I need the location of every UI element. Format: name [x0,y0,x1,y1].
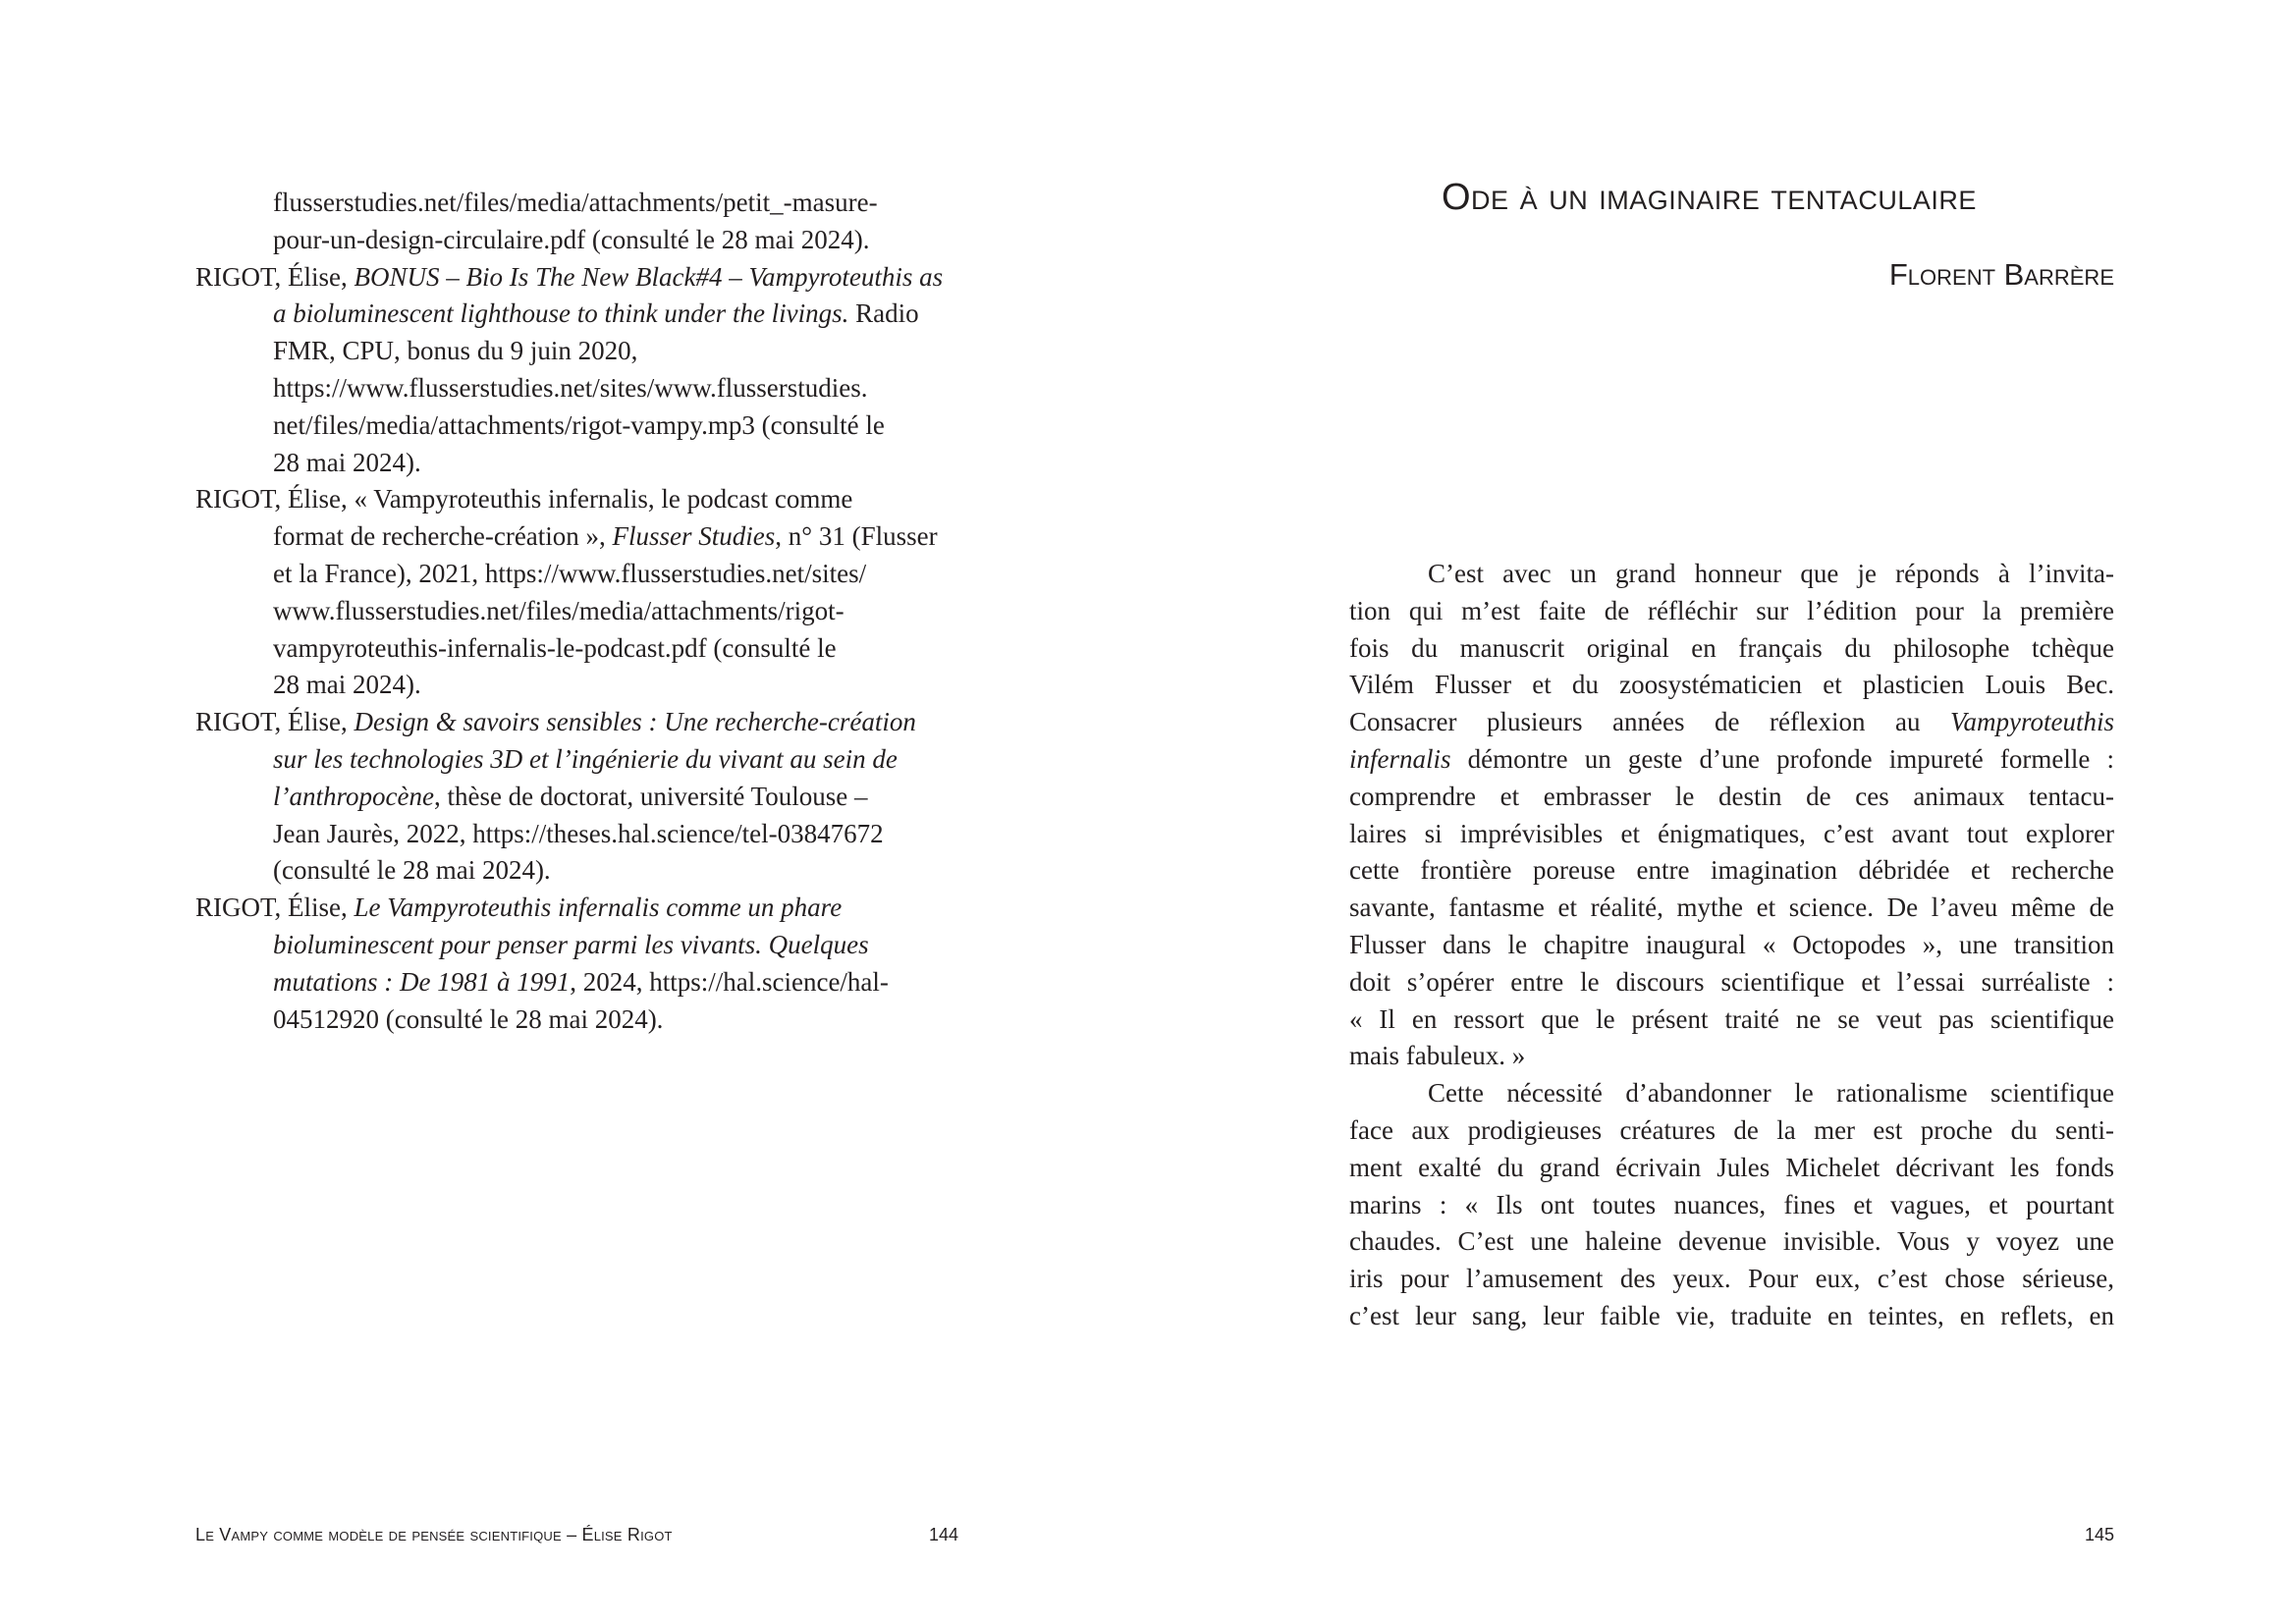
text-line [195,927,981,964]
text-run: face aux prodigieuses créatures de la mer est proche du senti- [1349,1114,2114,1145]
text-line [1349,779,2114,816]
text-run: flusserstudies.net/files/media/attachments/petit_-masure- [273,188,878,217]
bibliography-entry [195,185,981,259]
text-run: RIGOT, Élise, [195,261,354,292]
text-run: RIGOT, Élise, « Vampyroteuthis infernalis, le podcast comme [195,484,853,514]
text-run: Jean Jaurès, 2022, https://theses.hal.science/tel-03847672 [273,818,884,848]
italic-text-run: Design & savoirs sensibles : Une recherche-création [354,707,916,737]
text-line [195,185,981,222]
text-line [195,890,981,927]
text-line [1349,1112,2114,1150]
text-run: , n° 31 (Flusser [775,521,938,552]
text-run: https://www.flusserstudies.net/sites/www.flusserstudies. [273,372,868,403]
text-run: (consulté le 28 mai 2024). [273,855,551,886]
bibliography-entry [195,481,981,704]
text-line [195,816,981,853]
text-run: savante, fantasme et réalité, mythe et science. De l’aveu même de [1349,893,2114,923]
text-run: www.flusserstudies.net/files/media/attachments/rigot- [273,595,845,625]
bibliography-entry [195,704,981,890]
text-run: fois du manuscrit original en français du philosophe tchèque [1349,632,2114,663]
text-run: , 2024, https://hal.science/hal- [570,966,889,997]
text-line [195,222,981,259]
bibliography-list [195,185,981,1038]
text-line [195,259,981,297]
text-line [195,964,981,1001]
text-run: , thèse de doctorat, université Toulouse – [433,781,868,811]
text-line [195,779,981,816]
text-run: mais fabuleux. » [1349,1041,1526,1071]
text-line [195,704,981,741]
text-run: Cette nécessité d’abandonner le rationalisme scientifique [1428,1078,2114,1109]
text-run: comprendre et embrasser le destin de ces animaux tentacu- [1349,781,2114,811]
text-line [1349,1261,2114,1298]
text-line [1349,593,2114,630]
text-run: c’est leur sang, leur faible vie, traduite en teintes, en reflets, en [1349,1300,2114,1330]
text-run: laires si imprévisibles et énigmatiques, c’est avant tout explorer [1349,818,2114,848]
italic-text-run: BONUS – Bio Is The New Black#4 – Vampyroteuthis as [354,261,944,292]
text-run: iris pour l’amusement des yeux. Pour eux, c’est chose sérieuse, [1349,1264,2114,1294]
text-line [1349,1001,2114,1039]
italic-text-run: mutations : De 1981 à 1991 [273,966,571,997]
text-line [1349,556,2114,593]
text-run: Radio [848,298,919,329]
text-line [195,481,981,518]
text-run: 28 mai 2024). [273,670,421,700]
text-run: ment exalté du grand écrivain Jules Michelet décrivant les fonds [1349,1152,2114,1182]
text-line [1349,1038,2114,1075]
text-line [195,556,981,593]
text-line [1349,927,2114,964]
text-line [1349,1075,2114,1112]
text-line [1349,852,2114,890]
body-text [1349,556,2114,1335]
text-line [1349,816,2114,853]
text-line [195,593,981,630]
text-run: C’est avec un grand honneur que je réponds à l’invita- [1428,559,2114,588]
running-head: Le Vampy comme modèle de pensée scientifique – Élise Rigot [195,1525,673,1544]
text-line [1349,704,2114,741]
text-run: pour-un-design-circulaire.pdf (consulté le 28 mai 2024). [273,224,870,254]
chapter-title: Ode à un imaginaire tentaculaire [1442,177,1977,218]
text-run: Vilém Flusser et du zoosystématicien et plasticien Louis Bec. [1349,670,2114,700]
text-run: chaudes. C’est une haleine devenue invisible. Vous y voyez une [1349,1226,2114,1257]
text-line [195,407,981,445]
text-line [195,741,981,779]
text-run: FMR, CPU, bonus du 9 juin 2020, [273,336,638,366]
text-run: et la France), 2021, https://www.flusserstudies.net/sites/ [273,558,867,588]
text-line [195,518,981,556]
text-run: tion qui m’est faite de réfléchir sur l’édition pour la première [1349,595,2114,625]
italic-text-run: Flusser Studies [612,521,776,552]
bibliography-entry [195,890,981,1038]
text-line [1349,1150,2114,1187]
page-number-right: 145 [2084,1525,2114,1544]
text-line [1349,1187,2114,1224]
italic-text-run: l’anthropocène [273,781,434,811]
text-run: vampyroteuthis-infernalis-le-podcast.pdf (consulté le [273,632,837,663]
page-number-left: 144 [929,1525,959,1544]
text-line [195,1001,981,1039]
text-line [1349,1223,2114,1261]
italic-text-run: infernalis [1349,743,1451,774]
italic-text-run: a bioluminescent lighthouse to think under the livings. [273,298,849,329]
text-line [1349,964,2114,1001]
text-line [1349,890,2114,927]
text-run: Consacrer plusieurs années de réflexion au [1349,707,1951,737]
italic-text-run: Vampyroteuthis [1950,707,2114,737]
text-line [195,445,981,482]
text-line [1349,667,2114,704]
paragraph [1349,1075,2114,1335]
italic-text-run: Le Vampyroteuthis infernalis comme un phare [354,893,843,923]
italic-text-run: bioluminescent pour penser parmi les vivants. Quelques [273,929,869,959]
text-run: format de recherche-création », [273,521,613,552]
text-run: 04512920 (consulté le 28 mai 2024). [273,1003,664,1034]
text-run: démontre un geste d’une profonde impureté formelle : [1450,743,2114,774]
chapter-author: Florent Barrère [1888,257,2114,292]
text-line [1349,741,2114,779]
italic-text-run: sur les technologies 3D et l’ingénierie du vivant au sein de [273,743,898,774]
text-run: marins : « Ils ont toutes nuances, fines et vagues, et pourtant [1349,1189,2114,1219]
text-line [1349,1298,2114,1335]
text-run: cette frontière poreuse entre imagination débridée et recherche [1349,855,2114,886]
text-line [1349,630,2114,668]
paragraph [1349,556,2114,1075]
text-run: RIGOT, Élise, [195,893,354,923]
text-line [195,630,981,668]
text-run: Flusser dans le chapitre inaugural « Octopodes », une transition [1349,929,2114,959]
text-line [195,333,981,370]
text-run: « Il en ressort que le présent traité ne se veut pas scientifique [1349,1003,2114,1034]
text-run: net/files/media/attachments/rigot-vampy.mp3 (consulté le [273,409,885,440]
text-line [195,667,981,704]
text-run: RIGOT, Élise, [195,707,354,737]
text-line [195,852,981,890]
text-line [195,370,981,407]
text-line [195,296,981,333]
bibliography-entry [195,259,981,482]
text-run: doit s’opérer entre le discours scientifique et l’essai surréaliste : [1349,966,2114,997]
text-run: 28 mai 2024). [273,447,421,477]
